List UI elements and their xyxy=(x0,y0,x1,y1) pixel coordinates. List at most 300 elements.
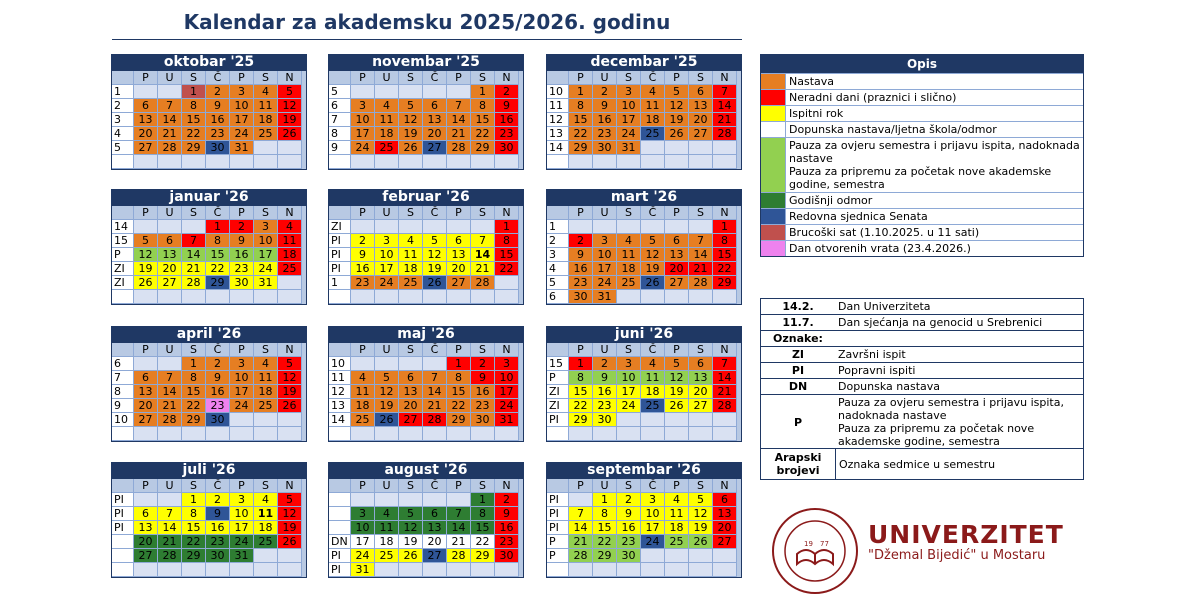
day-cell: 22 xyxy=(713,262,737,276)
month-title: januar '26 xyxy=(111,189,307,206)
day-cell xyxy=(375,357,399,371)
day-cell: 9 xyxy=(593,371,617,385)
day-cell: 5 xyxy=(399,99,423,113)
day-cell: 30 xyxy=(593,141,617,155)
month-calendar xyxy=(546,54,742,170)
day-cell: 11 xyxy=(254,99,278,113)
day-cell: 11 xyxy=(254,371,278,385)
day-header: P xyxy=(447,479,471,493)
day-cell: 13 xyxy=(134,521,158,535)
day-cell: 22 xyxy=(182,535,206,549)
month-title: februar '26 xyxy=(328,189,524,206)
header-corner xyxy=(329,343,351,357)
day-cell xyxy=(689,220,713,234)
day-cell: 13 xyxy=(423,113,447,127)
day-cell xyxy=(641,427,665,441)
day-header: Č xyxy=(641,479,665,493)
day-cell: 27 xyxy=(423,549,447,563)
day-cell: 9 xyxy=(569,248,593,262)
day-cell: 4 xyxy=(254,493,278,507)
day-cell xyxy=(423,493,447,507)
day-cell: 1 xyxy=(206,220,230,234)
day-cell: 18 xyxy=(617,262,641,276)
day-cell: 27 xyxy=(423,141,447,155)
legend-item xyxy=(761,192,1083,208)
day-cell xyxy=(230,155,254,169)
day-cell: 17 xyxy=(375,262,399,276)
day-cell: 30 xyxy=(617,549,641,563)
week-label: 4 xyxy=(112,127,134,141)
day-cell xyxy=(713,155,737,169)
day-header: S xyxy=(689,343,713,357)
day-cell xyxy=(641,563,665,577)
day-cell: 31 xyxy=(351,563,375,577)
day-cell: 28 xyxy=(158,413,182,427)
day-cell: 8 xyxy=(182,507,206,521)
day-cell xyxy=(351,427,375,441)
day-cell: 19 xyxy=(689,521,713,535)
day-header: S xyxy=(617,206,641,220)
day-cell xyxy=(254,141,278,155)
day-cell xyxy=(351,220,375,234)
day-cell: 5 xyxy=(278,85,302,99)
day-cell xyxy=(423,563,447,577)
day-cell: 17 xyxy=(230,113,254,127)
day-cell: 15 xyxy=(471,113,495,127)
day-cell: 16 xyxy=(593,113,617,127)
day-cell: 25 xyxy=(351,413,375,427)
legend-swatch xyxy=(761,106,785,121)
day-cell xyxy=(641,220,665,234)
day-cell: 24 xyxy=(495,399,519,413)
day-cell: 16 xyxy=(495,113,519,127)
day-header: Č xyxy=(206,479,230,493)
day-cell: 13 xyxy=(399,385,423,399)
month-title: novembar '25 xyxy=(328,54,524,71)
day-header: P xyxy=(134,71,158,85)
day-cell: 7 xyxy=(447,99,471,113)
day-cell: 30 xyxy=(206,141,230,155)
day-cell: 15 xyxy=(182,521,206,535)
day-cell: 6 xyxy=(134,99,158,113)
week-label: P xyxy=(547,549,569,563)
day-cell xyxy=(375,155,399,169)
day-header: P xyxy=(351,71,375,85)
day-cell: 20 xyxy=(713,521,737,535)
note-value: Pauza za ovjeru semestra i prijavu ispita, nadoknada nastave Pauza za pripremu za početak nove akademske godine, semestra xyxy=(838,396,1064,448)
month-title: april '26 xyxy=(111,326,307,343)
week-label xyxy=(329,521,351,535)
day-cell xyxy=(689,563,713,577)
day-cell xyxy=(495,155,519,169)
university-name: UNIVERZITET xyxy=(868,520,1064,549)
week-label: 14 xyxy=(547,141,569,155)
day-cell: 11 xyxy=(375,521,399,535)
week-label xyxy=(112,563,134,577)
note-value: Dopunska nastava xyxy=(838,380,941,393)
day-cell: 12 xyxy=(278,507,302,521)
day-cell: 21 xyxy=(713,113,737,127)
day-cell: 25 xyxy=(641,127,665,141)
day-cell: 24 xyxy=(254,262,278,276)
day-cell xyxy=(351,357,375,371)
day-cell: 14 xyxy=(689,248,713,262)
day-cell xyxy=(665,563,689,577)
day-cell xyxy=(713,549,737,563)
day-cell: 13 xyxy=(158,248,182,262)
day-cell xyxy=(617,290,641,304)
day-cell: 29 xyxy=(182,549,206,563)
day-cell xyxy=(158,220,182,234)
day-cell: 11 xyxy=(399,248,423,262)
day-cell: 11 xyxy=(641,371,665,385)
day-cell xyxy=(447,290,471,304)
day-header: N xyxy=(278,71,302,85)
week-label: 13 xyxy=(547,127,569,141)
day-cell xyxy=(713,141,737,155)
day-cell xyxy=(230,427,254,441)
day-cell: 19 xyxy=(665,113,689,127)
note-key: PI xyxy=(791,364,805,377)
day-cell xyxy=(158,493,182,507)
legend-swatch xyxy=(761,241,785,256)
legend-text: Godišnji odmor xyxy=(785,193,1083,208)
day-cell: 14 xyxy=(447,521,471,535)
day-cell xyxy=(375,493,399,507)
day-cell xyxy=(713,427,737,441)
legend-text: Neradni dani (praznici i slično) xyxy=(785,90,1083,105)
week-label: P xyxy=(112,248,134,262)
note-row xyxy=(761,299,1083,315)
day-cell: 27 xyxy=(158,276,182,290)
day-cell: 28 xyxy=(423,413,447,427)
day-header: N xyxy=(278,206,302,220)
day-cell: 3 xyxy=(617,357,641,371)
day-header: P xyxy=(230,479,254,493)
day-cell xyxy=(254,155,278,169)
day-cell: 15 xyxy=(471,521,495,535)
legend-item xyxy=(761,224,1083,240)
day-cell xyxy=(182,220,206,234)
day-cell: 17 xyxy=(351,535,375,549)
day-cell: 30 xyxy=(206,549,230,563)
day-cell: 26 xyxy=(399,141,423,155)
day-cell: 31 xyxy=(254,276,278,290)
week-label: 3 xyxy=(547,248,569,262)
day-cell: 21 xyxy=(569,535,593,549)
day-cell: 15 xyxy=(206,248,230,262)
day-cell xyxy=(278,276,302,290)
day-cell xyxy=(593,563,617,577)
page-title: Kalendar za akademsku 2025/2026. godinu xyxy=(183,10,671,34)
day-cell: 14 xyxy=(713,99,737,113)
day-cell: 1 xyxy=(593,493,617,507)
day-header: U xyxy=(158,71,182,85)
day-cell: 5 xyxy=(689,493,713,507)
day-header: S xyxy=(254,343,278,357)
day-header: U xyxy=(375,343,399,357)
day-cell: 2 xyxy=(351,234,375,248)
day-cell: 7 xyxy=(447,507,471,521)
day-cell: 26 xyxy=(399,549,423,563)
note-row xyxy=(761,331,1083,347)
day-cell: 12 xyxy=(375,385,399,399)
legend-title: Opis xyxy=(761,55,1083,73)
day-header: U xyxy=(375,479,399,493)
day-cell xyxy=(182,427,206,441)
day-cell: 23 xyxy=(230,262,254,276)
day-cell: 18 xyxy=(375,127,399,141)
day-cell: 7 xyxy=(158,507,182,521)
week-label: 5 xyxy=(547,276,569,290)
day-cell: 15 xyxy=(713,248,737,262)
day-header: P xyxy=(134,479,158,493)
legend-text: Brucoški sat (1.10.2025. u 11 sati) xyxy=(785,225,1083,240)
week-label: 10 xyxy=(112,413,134,427)
day-cell: 28 xyxy=(447,549,471,563)
day-cell: 13 xyxy=(134,113,158,127)
note-value: Završni ispit xyxy=(838,348,906,361)
week-label: PI xyxy=(547,507,569,521)
day-header: S xyxy=(182,71,206,85)
day-cell: 3 xyxy=(230,85,254,99)
day-cell: 13 xyxy=(423,521,447,535)
day-cell: 20 xyxy=(134,535,158,549)
month-calendar xyxy=(111,462,307,578)
day-cell xyxy=(689,155,713,169)
week-label: ZI xyxy=(547,399,569,413)
day-cell xyxy=(569,427,593,441)
week-label: 5 xyxy=(112,141,134,155)
legend-text: Ispitni rok xyxy=(785,106,1083,121)
day-cell xyxy=(158,563,182,577)
day-cell xyxy=(423,220,447,234)
day-header: U xyxy=(593,206,617,220)
day-cell: 16 xyxy=(351,262,375,276)
day-cell: 8 xyxy=(593,507,617,521)
day-cell xyxy=(375,563,399,577)
notes-value: Oznaka sedmice u semestru xyxy=(839,457,996,471)
day-header: S xyxy=(182,343,206,357)
day-header: N xyxy=(278,479,302,493)
week-label: PI xyxy=(329,563,351,577)
day-cell: 17 xyxy=(351,127,375,141)
day-cell xyxy=(447,427,471,441)
day-cell xyxy=(617,427,641,441)
day-cell xyxy=(471,220,495,234)
day-cell xyxy=(375,85,399,99)
day-cell: 28 xyxy=(158,141,182,155)
legend-item xyxy=(761,137,1083,192)
day-cell: 9 xyxy=(471,371,495,385)
day-cell: 14 xyxy=(569,521,593,535)
note-value xyxy=(835,331,1083,346)
day-cell: 25 xyxy=(254,535,278,549)
day-cell: 15 xyxy=(182,385,206,399)
day-cell: 11 xyxy=(375,113,399,127)
day-cell: 24 xyxy=(230,399,254,413)
day-header: U xyxy=(158,479,182,493)
day-cell: 6 xyxy=(665,234,689,248)
legend-item xyxy=(761,73,1083,89)
day-cell: 23 xyxy=(351,276,375,290)
day-cell: 2 xyxy=(206,493,230,507)
day-cell xyxy=(713,563,737,577)
day-cell: 7 xyxy=(423,371,447,385)
day-cell: 28 xyxy=(713,127,737,141)
day-cell: 31 xyxy=(230,141,254,155)
day-cell xyxy=(617,563,641,577)
day-cell xyxy=(593,155,617,169)
month-title: oktobar '25 xyxy=(111,54,307,71)
day-cell: 24 xyxy=(617,127,641,141)
day-cell: 30 xyxy=(495,549,519,563)
day-cell: 7 xyxy=(689,234,713,248)
day-cell: 17 xyxy=(593,262,617,276)
week-label: 8 xyxy=(112,385,134,399)
day-cell xyxy=(471,155,495,169)
day-header: P xyxy=(351,479,375,493)
day-cell xyxy=(278,155,302,169)
day-header: Č xyxy=(641,343,665,357)
day-header: S xyxy=(617,479,641,493)
day-cell: 22 xyxy=(569,399,593,413)
day-cell: 13 xyxy=(447,248,471,262)
day-cell: 25 xyxy=(399,276,423,290)
day-cell xyxy=(158,427,182,441)
day-cell xyxy=(423,427,447,441)
day-cell: 27 xyxy=(713,535,737,549)
day-header: N xyxy=(278,343,302,357)
day-cell xyxy=(447,85,471,99)
day-cell: 25 xyxy=(641,399,665,413)
header-corner xyxy=(547,479,569,493)
legend-item xyxy=(761,121,1083,137)
day-cell: 22 xyxy=(495,262,519,276)
day-header: P xyxy=(230,206,254,220)
day-header: P xyxy=(134,343,158,357)
week-label: ZI xyxy=(112,276,134,290)
day-cell: 9 xyxy=(230,234,254,248)
day-cell: 14 xyxy=(158,113,182,127)
week-label: P xyxy=(547,535,569,549)
day-cell: 23 xyxy=(617,535,641,549)
day-header: N xyxy=(713,71,737,85)
day-cell xyxy=(158,85,182,99)
day-header: P xyxy=(665,71,689,85)
day-cell: 21 xyxy=(423,399,447,413)
day-cell: 31 xyxy=(617,141,641,155)
day-cell xyxy=(134,493,158,507)
week-label: 6 xyxy=(547,290,569,304)
day-cell xyxy=(158,357,182,371)
day-cell: 7 xyxy=(158,99,182,113)
day-cell: 23 xyxy=(206,127,230,141)
day-cell: 6 xyxy=(134,371,158,385)
day-cell: 14 xyxy=(158,385,182,399)
day-cell xyxy=(134,427,158,441)
day-header: Č xyxy=(206,71,230,85)
day-cell: 14 xyxy=(423,385,447,399)
day-cell: 22 xyxy=(569,127,593,141)
header-corner xyxy=(329,479,351,493)
week-label: 4 xyxy=(547,262,569,276)
day-cell xyxy=(206,427,230,441)
day-cell: 5 xyxy=(665,357,689,371)
day-cell xyxy=(182,155,206,169)
week-label: 6 xyxy=(112,357,134,371)
day-cell: 29 xyxy=(593,549,617,563)
day-cell: 5 xyxy=(641,234,665,248)
day-cell: 27 xyxy=(134,549,158,563)
day-cell: 19 xyxy=(278,521,302,535)
day-header: U xyxy=(375,206,399,220)
day-cell xyxy=(447,493,471,507)
month-title: septembar '26 xyxy=(546,462,742,479)
day-cell: 26 xyxy=(278,127,302,141)
day-cell: 28 xyxy=(713,399,737,413)
day-cell: 18 xyxy=(399,262,423,276)
header-corner xyxy=(112,479,134,493)
day-cell: 1 xyxy=(447,357,471,371)
day-cell: 31 xyxy=(495,413,519,427)
week-label: 15 xyxy=(547,357,569,371)
month-calendar xyxy=(111,326,307,442)
day-cell: 23 xyxy=(206,535,230,549)
day-cell: 30 xyxy=(471,413,495,427)
day-cell: 2 xyxy=(495,493,519,507)
day-cell xyxy=(471,427,495,441)
day-cell xyxy=(447,563,471,577)
day-cell: 23 xyxy=(495,535,519,549)
day-cell: 12 xyxy=(399,113,423,127)
day-cell: 9 xyxy=(206,371,230,385)
day-cell xyxy=(689,141,713,155)
week-label: PI xyxy=(547,521,569,535)
day-cell: 23 xyxy=(569,276,593,290)
week-label: 14 xyxy=(112,220,134,234)
day-header: S xyxy=(399,206,423,220)
day-cell xyxy=(665,427,689,441)
svg-text:77: 77 xyxy=(820,540,829,548)
legend-swatch xyxy=(761,138,785,192)
day-cell xyxy=(134,155,158,169)
day-header: S xyxy=(471,71,495,85)
day-cell xyxy=(495,427,519,441)
day-cell: 27 xyxy=(447,276,471,290)
day-cell: 2 xyxy=(206,85,230,99)
day-cell: 23 xyxy=(593,399,617,413)
day-cell xyxy=(254,290,278,304)
day-cell: 23 xyxy=(593,127,617,141)
day-cell xyxy=(351,290,375,304)
week-label xyxy=(112,290,134,304)
day-cell: 4 xyxy=(375,507,399,521)
day-cell: 15 xyxy=(495,248,519,262)
notes-table xyxy=(760,298,1084,450)
day-cell: 3 xyxy=(230,357,254,371)
day-cell: 21 xyxy=(158,127,182,141)
legend-swatch xyxy=(761,74,785,89)
day-header: S xyxy=(471,479,495,493)
day-header: P xyxy=(351,343,375,357)
day-cell: 27 xyxy=(134,413,158,427)
day-header: U xyxy=(593,343,617,357)
day-cell: 12 xyxy=(278,371,302,385)
day-cell: 14 xyxy=(158,521,182,535)
day-header: P xyxy=(569,206,593,220)
day-cell xyxy=(641,141,665,155)
